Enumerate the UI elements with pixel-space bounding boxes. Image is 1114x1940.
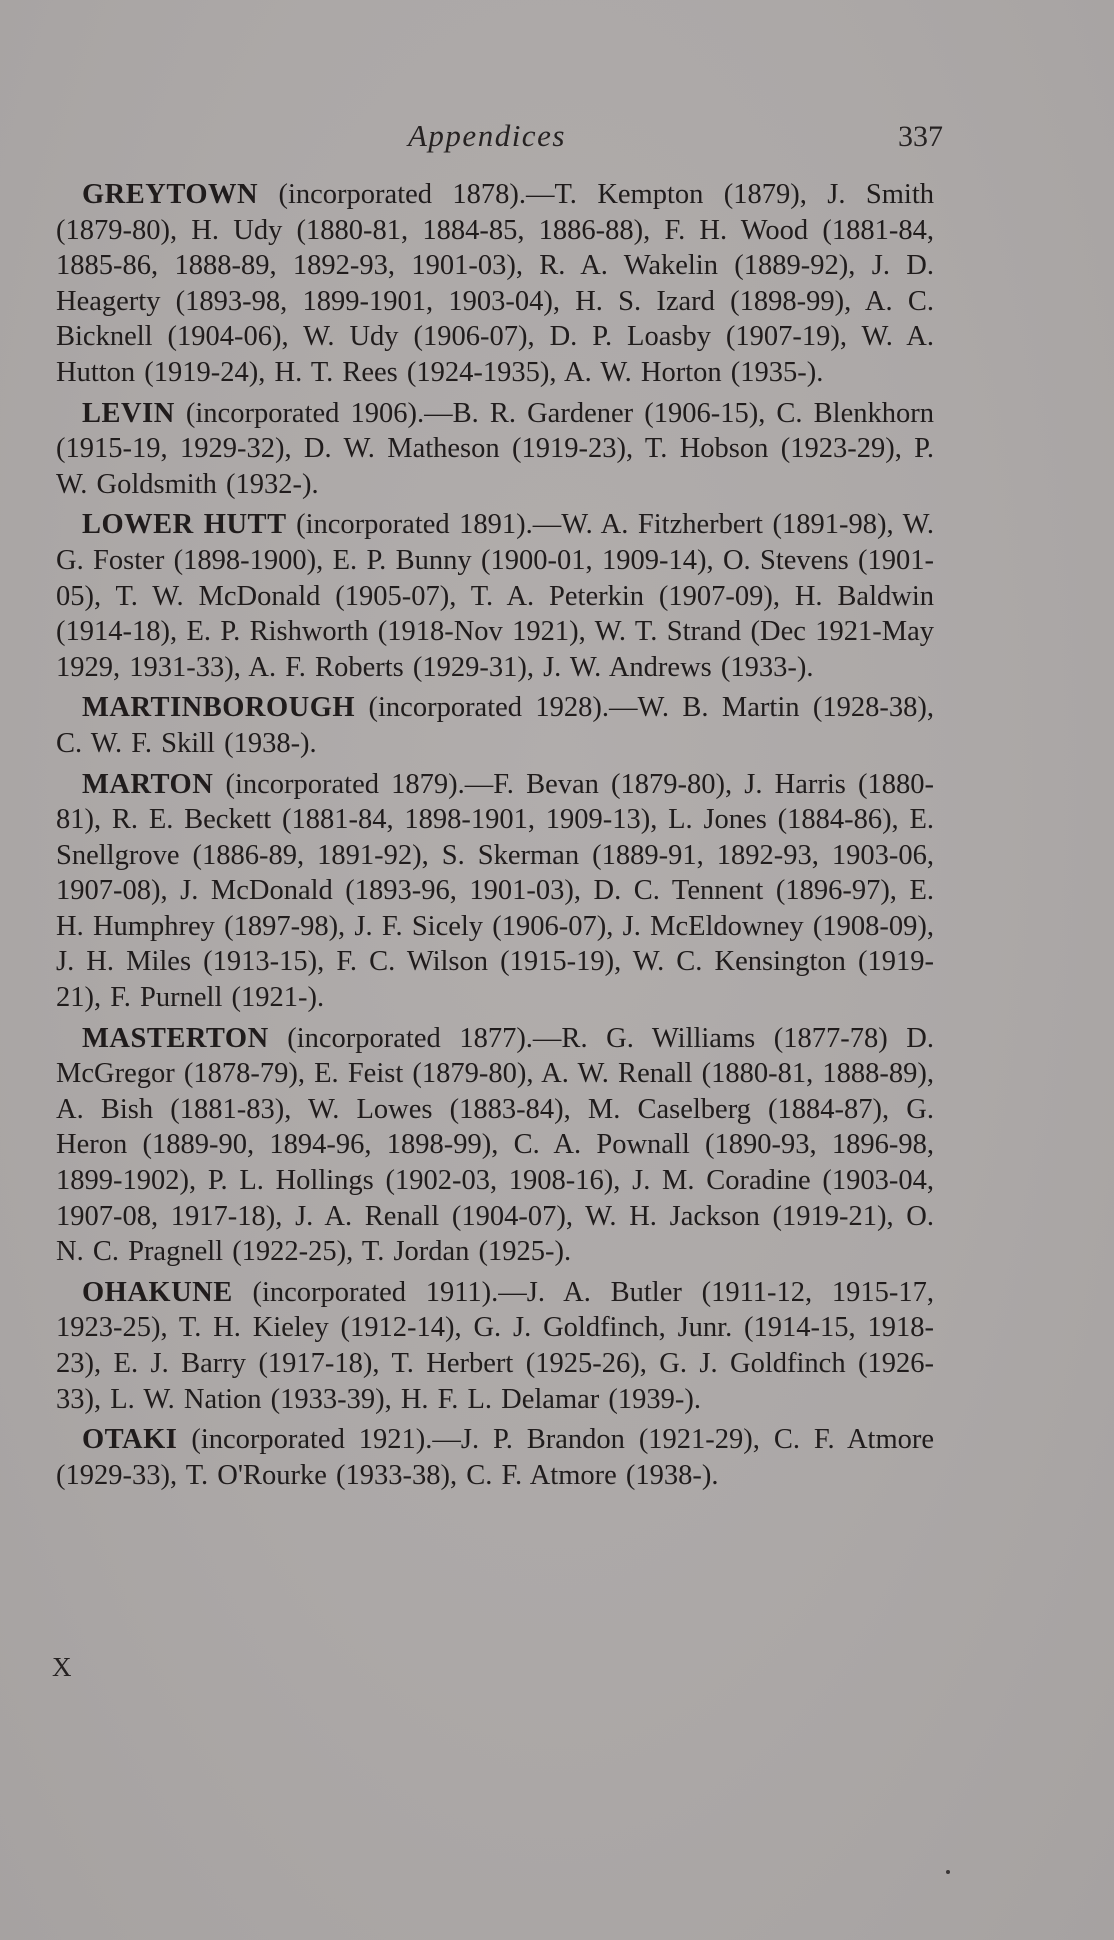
page-number: 337: [898, 120, 943, 153]
borough-name: MARTON: [82, 768, 214, 800]
borough-details: (incorporated 1921).—J. P. Brandon (1921-29), C. F. Atmore (1929-33), T. O'Rourke (1933-38), C. F. Atmore (1938-).: [56, 1424, 934, 1491]
borough-entry-otaki: [56, 1422, 934, 1493]
borough-name: LEVIN: [82, 397, 175, 429]
borough-name: OTAKI: [82, 1424, 178, 1456]
borough-details: (incorporated 1911).—J. A. Butler (1911-12, 1915-17, 1923-25), T. H. Kieley (1912-14), G. J. Goldfinch, Junr. (1914-15, 1918-23), E. J. Barry (1917-18), T. Herbert (1925-26), G. J. Goldfinch (1926-33), L. W. Nation (1933-39), H. F. L. Delamar (1939-).: [56, 1276, 934, 1415]
borough-details: (incorporated 1928).—W. B. Martin (1928-38), C. W. F. Skill (1938-).: [56, 692, 934, 759]
borough-details: (incorporated 1878).—T. Kempton (1879), J. Smith (1879-80), H. Udy (1880-81, 1884-85, 1886-88), F. H. Wood (1881-84, 1885-86, 1888-89, 1892-93, 1901-03), R. A. Wakelin (1889-92), J. D. Heagerty (1893-98, 1899-1901, 1903-04), H. S. Izard (1898-99), A. C. Bicknell (1904-06), W. Udy (1906-07), D. P. Loasby (1907-19), W. A. Hutton (1919-24), H. T. Rees (1924-1935), A. W. Horton (1935-).: [56, 179, 935, 388]
running-head: [0, 118, 1114, 158]
borough-details: (incorporated 1906).—B. R. Gardener (1906-15), C. Blenkhorn (1915-19, 1929-32), D. W. Matheson (1919-23), T. Hobson (1923-29), P. W. Goldsmith (1932-).: [56, 397, 934, 500]
paper-speck: [946, 1870, 950, 1874]
signature-mark: X: [52, 1652, 72, 1682]
borough-name: GREYTOWN: [82, 179, 259, 210]
mayors-list: [56, 177, 934, 1498]
borough-entry-masterton: [56, 1021, 934, 1270]
borough-details: (incorporated 1891).—W. A. Fitzherbert (1891-98), W. G. Foster (1898-1900), E. P. Bunny (1900-01, 1909-14), O. Stevens (1901-05), T. W. McDonald (1905-07), T. A. Peterkin (1907-09), H. Baldwin (1914-18), E. P. Rishworth (1918-Nov 1921), W. T. Strand (Dec 1921-May 1929, 1931-33), A. F. Roberts (1929-31), J. W. Andrews (1933-).: [56, 509, 934, 683]
borough-details: (incorporated 1879).—F. Bevan (1879-80), J. Harris (1880-81), R. E. Beckett (1881-84, 1898-1901, 1909-13), L. Jones (1884-86), E. Snellgrove (1886-89, 1891-92), S. Skerman (1889-91, 1892-93, 1903-06, 1907-08), J. McDonald (1893-96, 1901-03), D. C. Tennent (1896-97), E. H. Humphrey (1897-98), J. F. Sicely (1906-07), J. McEldowney (1908-09), J. H. Miles (1913-15), F. C. Wilson (1915-19), W. C. Kensington (1919-21), F. Purnell (1921-).: [56, 768, 934, 1014]
borough-name: MASTERTON: [82, 1022, 269, 1054]
borough-name: OHAKUNE: [82, 1276, 233, 1308]
borough-entry-martinborough: [56, 690, 934, 761]
borough-name: LOWER HUTT: [82, 509, 287, 541]
borough-entry-greytown: [56, 177, 934, 391]
borough-entry-ohakune: [56, 1275, 934, 1417]
borough-name: MARTINBOROUGH: [82, 692, 356, 724]
borough-entry-marton: [56, 767, 934, 1016]
running-head-title: Appendices: [408, 118, 566, 153]
borough-entry-lower-hutt: [56, 507, 934, 685]
borough-entry-levin: [56, 396, 934, 503]
borough-details: (incorporated 1877).—R. G. Williams (1877-78) D. McGregor (1878-79), E. Feist (1879-80), A. W. Renall (1880-81, 1888-89), A. Bish (1881-83), W. Lowes (1883-84), M. Caselberg (1884-87), G. Heron (1889-90, 1894-96, 1898-99), C. A. Pownall (1890-93, 1896-98, 1899-1902), P. L. Hollings (1902-03, 1908-16), J. M. Coradine (1903-04, 1907-08, 1917-18), J. A. Renall (1904-07), W. H. Jackson (1919-21), O. N. C. Pragnell (1922-25), T. Jordan (1925-).: [56, 1022, 935, 1268]
